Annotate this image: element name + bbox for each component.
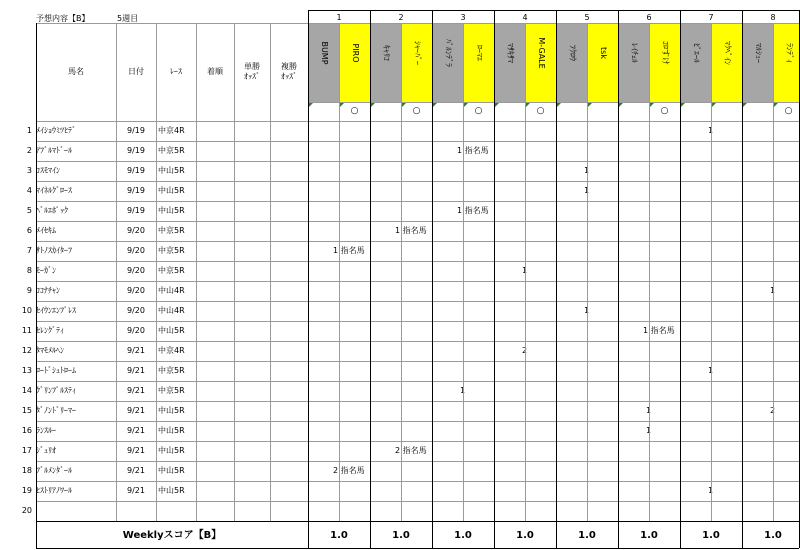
- grid-h: [36, 141, 799, 142]
- horse-name: ｾｲｳﾝｴﾝﾌﾟﾚｽ: [36, 306, 76, 315]
- predictor-name: ﾏｸﾍﾟｲﾝ: [722, 41, 732, 65]
- race-name: 中山5R: [158, 426, 185, 435]
- predictor-name: ﾊﾟﾙﾝﾃﾞﾗ: [443, 39, 453, 67]
- pick-circle: ○: [350, 106, 359, 116]
- race-date: 9/20: [127, 226, 145, 235]
- prediction-mark: 1 指名馬: [333, 246, 365, 255]
- row-number: 17: [21, 446, 32, 455]
- grid-v: [494, 10, 495, 548]
- prediction-mark: 1: [584, 306, 590, 315]
- pick-circle: ○: [412, 106, 421, 116]
- group-number: 5: [584, 13, 590, 22]
- horse-name: ｾﾚﾝｸﾞﾃｨ: [36, 326, 64, 335]
- predictor-name: ﾋﾟｴｰﾙ: [691, 43, 701, 63]
- weekly-score: 1.0: [330, 530, 348, 541]
- weekly-score: 1.0: [454, 530, 472, 541]
- prediction-mark: 2: [522, 346, 528, 355]
- race-date: 9/20: [127, 246, 145, 255]
- header-win-odds: 単勝 ｵｯｽﾞ: [244, 62, 260, 81]
- grid-h: [36, 241, 799, 242]
- prediction-mark: 1 指名馬: [395, 226, 427, 235]
- header-date: 日付: [128, 67, 144, 76]
- horse-name: ｺｽﾓﾏｲﾝ: [36, 166, 60, 175]
- predictor-name: ｷｬﾘｺ: [381, 45, 391, 61]
- predictor-name: ｼｬｰﾊﾟｰ: [412, 41, 422, 65]
- predictor-name: tsk: [598, 47, 608, 59]
- row-number: 2: [26, 146, 32, 155]
- predictor-name: ﾏｻｷｻﾏ: [505, 43, 515, 63]
- row-number: 20: [21, 506, 32, 515]
- horse-name: ｸﾞﾘﾝﾌﾟﾙｽﾃｨ: [36, 386, 76, 395]
- weekly-score: 1.0: [640, 530, 658, 541]
- pick-circle: ○: [660, 106, 669, 116]
- row-number: 10: [21, 306, 32, 315]
- predictor-name: ﾛｰﾏｴ: [474, 45, 484, 61]
- grid-v: [156, 23, 157, 521]
- grid-h: [36, 121, 799, 122]
- grid-h: [36, 341, 799, 342]
- row-number: 4: [26, 186, 32, 195]
- horse-name: ﾋｽﾄﾘｱﾉﾜｰﾙ: [36, 486, 72, 495]
- prediction-mark: 1 指名馬: [643, 326, 675, 335]
- grid-h: [36, 361, 799, 362]
- race-name: 中山5R: [158, 466, 185, 475]
- grid-h: [36, 481, 799, 482]
- grid-h: [36, 281, 799, 282]
- row-number: 16: [21, 426, 32, 435]
- grid-h: [36, 548, 799, 549]
- race-date: 9/21: [127, 346, 145, 355]
- grid-v: [742, 10, 743, 548]
- grid-v: [270, 23, 271, 521]
- grid-v: [525, 23, 526, 521]
- row-number: 5: [26, 206, 32, 215]
- grid-h: [36, 441, 799, 442]
- row-number: 13: [21, 366, 32, 375]
- footer-label: Weeklyスコア【B】: [122, 530, 222, 541]
- header-race: ﾚｰｽ: [170, 67, 182, 76]
- race-name: 中山5R: [158, 486, 185, 495]
- prediction-mark: 1: [646, 406, 652, 415]
- group-number: 3: [460, 13, 466, 22]
- race-date: 9/19: [127, 126, 145, 135]
- weekly-score: 1.0: [764, 530, 782, 541]
- grid-h: [36, 501, 799, 502]
- race-name: 中山5R: [158, 186, 185, 195]
- grid-v: [432, 10, 433, 548]
- weekly-score: 1.0: [702, 530, 720, 541]
- horse-name: ﾛｰﾄﾞｼｭﾄﾛｰﾑ: [36, 366, 76, 375]
- prediction-mark: 1: [584, 166, 590, 175]
- group-number: 4: [522, 13, 528, 22]
- race-date: 9/19: [127, 166, 145, 175]
- grid-h: [36, 401, 799, 402]
- weekly-score: 1.0: [516, 530, 534, 541]
- prediction-mark: 1: [708, 366, 714, 375]
- grid-v: [556, 10, 557, 548]
- prediction-mark: 1: [584, 186, 590, 195]
- horse-name: ｼﾞｭﾘｵ: [36, 446, 56, 455]
- horse-name: ﾓｰｶﾞﾝ: [36, 266, 56, 275]
- sheet-title: 予想内容【B】: [36, 14, 90, 23]
- race-name: 中京4R: [158, 346, 185, 355]
- race-date: 9/19: [127, 206, 145, 215]
- grid-v: [587, 23, 588, 521]
- grid-h: [36, 181, 799, 182]
- weekly-score: 1.0: [392, 530, 410, 541]
- race-name: 中山5R: [158, 406, 185, 415]
- group-number: 1: [336, 13, 342, 22]
- prediction-mark: 1: [708, 126, 714, 135]
- prediction-mark: 1: [460, 386, 466, 395]
- row-number: 19: [21, 486, 32, 495]
- header-place-odds: 複勝 ｵｯｽﾞ: [281, 62, 297, 81]
- horse-name: ﾌﾞﾙﾒﾝﾀﾞｰﾙ: [36, 466, 72, 475]
- weekly-score: 1.0: [578, 530, 596, 541]
- grid-v: [196, 23, 197, 521]
- row-number: 9: [26, 286, 32, 295]
- race-date: 9/21: [127, 386, 145, 395]
- grid-h: [36, 321, 799, 322]
- horse-name: ﾍﾞﾙｴﾎﾟｯｸ: [36, 206, 68, 215]
- race-name: 中山4R: [158, 286, 185, 295]
- row-number: 18: [21, 466, 32, 475]
- grid-h: [36, 521, 799, 522]
- prediction-mark: 1: [708, 486, 714, 495]
- race-name: 中京5R: [158, 266, 185, 275]
- horse-name: ｱﾌﾞﾙﾏﾄﾞｰﾙ: [36, 146, 72, 155]
- race-date: 9/21: [127, 486, 145, 495]
- grid-h: [36, 201, 799, 202]
- grid-v: [618, 10, 619, 548]
- pick-circle: ○: [784, 106, 793, 116]
- prediction-mark: 2 指名馬: [333, 466, 365, 475]
- row-number: 1: [26, 126, 32, 135]
- race-date: 9/21: [127, 366, 145, 375]
- grid-v: [36, 23, 37, 521]
- horse-name: ﾀﾏﾓﾒﾙﾍﾝ: [36, 346, 64, 355]
- horse-name: ﾏｲﾈﾙｸﾞﾛｰｽ: [36, 186, 72, 195]
- horse-name: ｻﾄﾉｽｶｲﾀｰﾌ: [36, 246, 72, 255]
- race-name: 中京5R: [158, 366, 185, 375]
- grid-v: [308, 10, 309, 548]
- grid-v: [680, 10, 681, 548]
- pick-circle: ○: [474, 106, 483, 116]
- horse-name: ﾒｲｾｷﾑ: [36, 226, 56, 235]
- grid-h: [36, 421, 799, 422]
- week-label: 5週目: [117, 14, 139, 23]
- predictor-name: ﾏﾙｼｭｰ: [753, 43, 763, 63]
- race-date: 9/20: [127, 306, 145, 315]
- grid-h: [308, 10, 799, 11]
- pick-circle: ○: [536, 106, 545, 116]
- row-number: 3: [26, 166, 32, 175]
- group-number: 7: [708, 13, 714, 22]
- grid-h: [36, 221, 799, 222]
- group-number: 6: [646, 13, 652, 22]
- race-name: 中山4R: [158, 306, 185, 315]
- grid-v: [463, 23, 464, 521]
- grid-v: [370, 10, 371, 548]
- row-number: 14: [21, 386, 32, 395]
- race-date: 9/21: [127, 406, 145, 415]
- race-date: 9/20: [127, 266, 145, 275]
- prediction-mark: 2 指名馬: [395, 446, 427, 455]
- row-number: 15: [21, 406, 32, 415]
- prediction-mark: 2: [770, 406, 776, 415]
- grid-h: [36, 381, 799, 382]
- group-number: 2: [398, 13, 404, 22]
- predictor-name: M-GALE: [536, 37, 546, 69]
- race-date: 9/20: [127, 286, 145, 295]
- grid-h: [36, 161, 799, 162]
- row-number: 6: [26, 226, 32, 235]
- predictor-name: ﾚｲﾁｪﾙ: [629, 43, 639, 63]
- horse-name: ﾗﾝｽﾙｰ: [36, 426, 56, 435]
- row-number: 12: [21, 346, 32, 355]
- predictor-name: BUMP: [319, 41, 329, 65]
- row-number: 8: [26, 266, 32, 275]
- prediction-mark: 1 指名馬: [457, 206, 489, 215]
- race-name: 中山5R: [158, 326, 185, 335]
- predictor-name: ｺﾛすけ: [660, 41, 670, 65]
- grid-v: [711, 23, 712, 521]
- race-date: 9/21: [127, 466, 145, 475]
- grid-h: [36, 461, 799, 462]
- race-name: 中山5R: [158, 446, 185, 455]
- predictor-name: ﾗﾝﾃﾞｨ: [784, 43, 794, 63]
- race-name: 中京5R: [158, 226, 185, 235]
- prediction-mark: 1: [522, 266, 528, 275]
- race-date: 9/21: [127, 446, 145, 455]
- prediction-mark: 1: [770, 286, 776, 295]
- row-number: 11: [21, 326, 32, 335]
- race-date: 9/20: [127, 326, 145, 335]
- grid-v: [339, 23, 340, 521]
- horse-name: ﾀﾞﾉﾝﾄﾞﾘｰﾏｰ: [36, 406, 76, 415]
- row-number: 7: [26, 246, 32, 255]
- race-name: 中京5R: [158, 386, 185, 395]
- prediction-mark: 1 指名馬: [457, 146, 489, 155]
- horse-name: ｺｺﾅﾁｬﾝ: [36, 286, 60, 295]
- grid-v: [773, 23, 774, 521]
- race-name: 中山5R: [158, 166, 185, 175]
- race-name: 中京5R: [158, 246, 185, 255]
- race-name: 中京4R: [158, 126, 185, 135]
- grid-h: [36, 301, 799, 302]
- race-date: 9/21: [127, 426, 145, 435]
- race-date: 9/19: [127, 186, 145, 195]
- race-name: 中京5R: [158, 146, 185, 155]
- header-horse: 馬名: [68, 67, 84, 76]
- grid-h: [308, 102, 799, 103]
- race-date: 9/19: [127, 146, 145, 155]
- grid-v: [401, 23, 402, 521]
- grid-v: [649, 23, 650, 521]
- grid-v: [234, 23, 235, 521]
- horse-name: ﾒｲｼｮｳﾐﾂﾋﾃﾞ: [36, 126, 76, 135]
- grid-h: [36, 23, 799, 24]
- group-number: 8: [770, 13, 776, 22]
- race-name: 中山5R: [158, 206, 185, 215]
- header-place: 着順: [207, 67, 223, 76]
- predictor-name: PIRO: [350, 43, 360, 63]
- grid-v: [116, 23, 117, 521]
- predictor-name: ﾌｸﾛｳ: [567, 45, 577, 61]
- grid-h: [36, 261, 799, 262]
- prediction-mark: 1: [646, 426, 652, 435]
